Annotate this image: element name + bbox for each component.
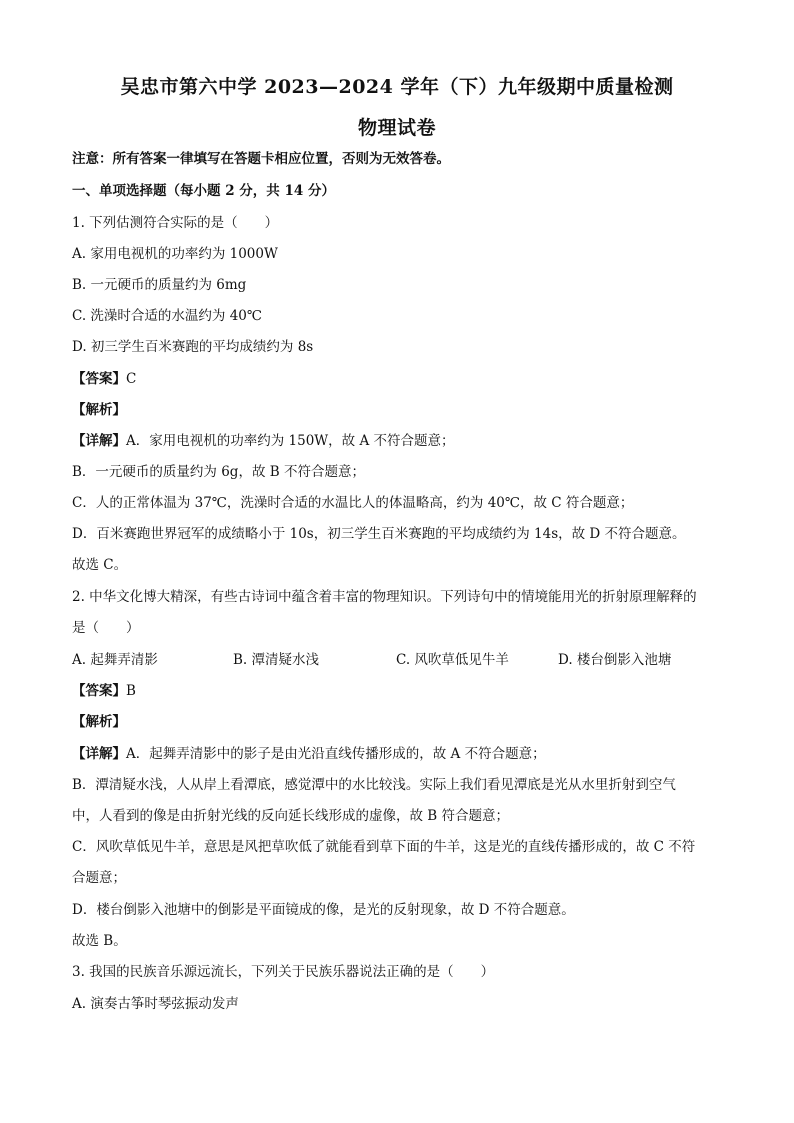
q2-answer-value: B <box>126 683 136 699</box>
q1-analysis-tag: 【解析】 <box>72 402 126 418</box>
q1-detail-1 <box>72 432 732 450</box>
q3-stem: 3. 我国的民族音乐源远流长，下列关于民族乐器说法正确的是（ ） <box>72 964 495 980</box>
q2-answer <box>72 682 732 700</box>
q2-detail-text-1: A．起舞弄清影中的影子是由光沿直线传播形成的，故 A 不符合题意； <box>126 746 546 762</box>
q2-detail-tag: 【详解】 <box>72 746 126 762</box>
q1-answer-value: C <box>126 371 137 387</box>
q1-option-d: D. 初三学生百米赛跑的平均成绩约为 8s <box>72 339 314 355</box>
q2-stem-2: 是（ ） <box>72 620 140 636</box>
exam-subtitle: 物理试卷 <box>357 117 436 139</box>
section-heading: 一、单项选择题（每小题 2 分，共 14 分） <box>72 183 335 199</box>
q2-stem-1: 2. 中华文化博大精深，有些古诗词中蕴含着丰富的物理知识。下列诗句中的情境能用光的折射原理解释的 <box>72 589 697 605</box>
q1-option-b: B. 一元硬币的质量约为 6mg <box>72 277 247 293</box>
q2-detail-6: D．楼台倒影入池塘中的倒影是平面镜成的像，是光的反射现象，故 D 不符合题意。 <box>72 902 575 918</box>
q2-detail-3: 中，人看到的像是由折射光线的反向延长线形成的虚像，故 B 符合题意； <box>72 808 510 824</box>
q2-option-a: A. 起舞弄清影 <box>72 652 158 668</box>
q2-option-b: B. 潭清疑水浅 <box>233 652 320 668</box>
q1-answer-tag: 【答案】 <box>72 371 126 387</box>
q3-option-a: A. 演奏古筝时琴弦振动发声 <box>72 996 239 1012</box>
q1-detail-4: D．百米赛跑世界冠军的成绩略小于 10s，初三学生百米赛跑的平均成绩约为 14s，故 D 不符合题意。 <box>72 526 686 542</box>
q1-detail-3: C．人的正常体温为 37℃，洗澡时合适的水温比人的体温略高，约为 40℃，故 C 符合题意； <box>72 495 634 511</box>
q2-detail-2: B．潭清疑水浅，人从岸上看潭底，感觉潭中的水比较浅。实际上我们看见潭底是光从水里折射到空气 <box>72 777 676 793</box>
q1-option-a: A. 家用电视机的功率约为 1000W <box>72 246 278 262</box>
q1-answer <box>72 370 732 388</box>
notice: 注意：所有答案一律填写在答题卡相应位置，否则为无效答卷。 <box>72 151 450 167</box>
q1-stem: 1. 下列估测符合实际的是（ ） <box>72 215 279 231</box>
q2-option-d: D. 楼台倒影入池塘 <box>558 652 672 668</box>
q2-option-c: C. 风吹草低见牛羊 <box>396 652 509 668</box>
q2-answer-tag: 【答案】 <box>72 683 126 699</box>
q2-detail-1 <box>72 745 732 763</box>
q2-detail-5: 合题意； <box>72 870 126 886</box>
q1-detail-tag: 【详解】 <box>72 433 126 449</box>
q1-option-c: C. 洗澡时合适的水温约为 40℃ <box>72 308 263 324</box>
q1-detail-text-1: A．家用电视机的功率约为 150W，故 A 不符合题意； <box>126 433 455 449</box>
q1-detail-2: B．一元硬币的质量约为 6g，故 B 不符合题意； <box>72 464 365 480</box>
q2-conclusion: 故选 B。 <box>72 933 127 949</box>
q2-analysis-tag: 【解析】 <box>72 714 126 730</box>
q2-detail-4: C．风吹草低见牛羊，意思是风把草吹低了就能看到草下面的牛羊，这是光的直线传播形成的，故 C 不符 <box>72 839 696 855</box>
exam-title: 吴忠市第六中学 2023—2024 学年（下）九年级期中质量检测 <box>120 76 674 98</box>
q1-conclusion: 故选 C。 <box>72 557 128 573</box>
